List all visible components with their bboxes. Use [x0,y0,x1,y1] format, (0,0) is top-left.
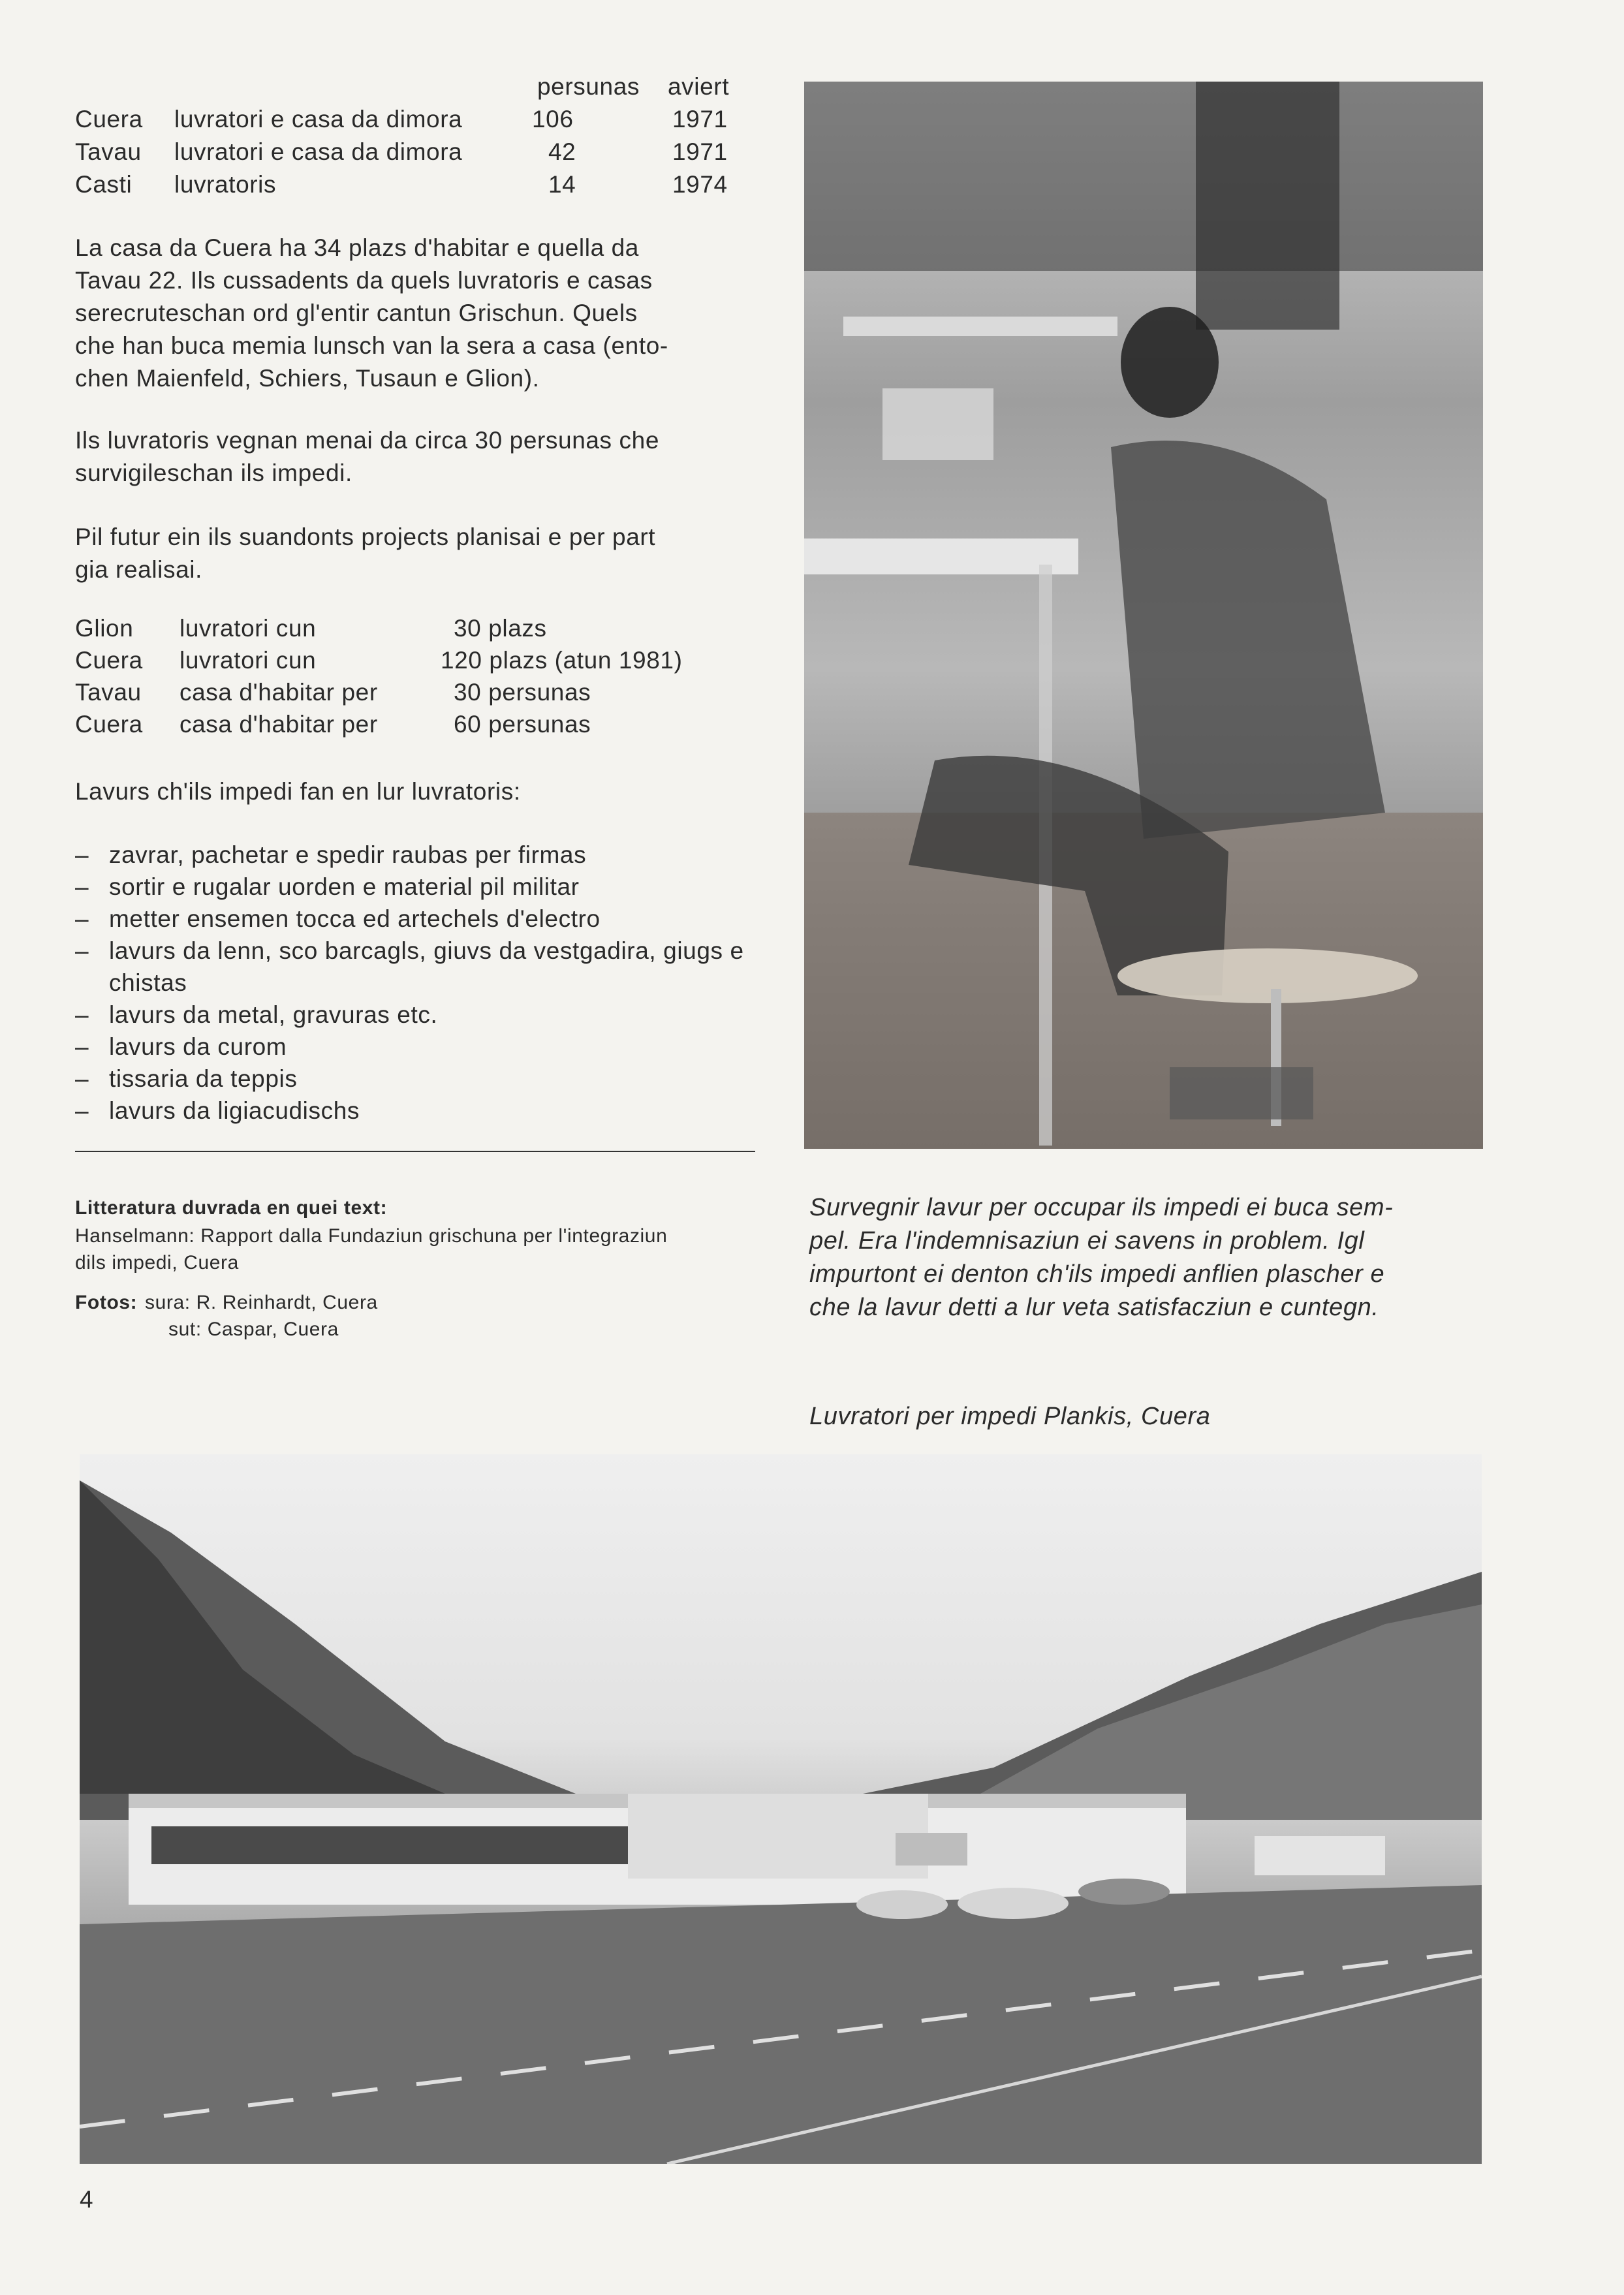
stats-persons: 106 [532,106,574,133]
plans-type: casa d'habitar per [180,679,378,706]
list-item: – metter ensemen tocca ed artechels d'electro [75,903,767,935]
text-line: Tavau 22. Ils cussadents da quels luvratoris e casas [75,267,653,294]
list-item: – lavurs da metal, gravuras etc. [75,999,767,1031]
workshop-photo [804,82,1483,1149]
list-item: – tissaria da teppis [75,1063,767,1095]
list-item: – lavurs da curom [75,1031,767,1063]
text-line: dils impedi, Cuera [75,1252,239,1273]
text-line: pel. Era l'indemnisaziun ei savens in problem. Igl [809,1227,1365,1255]
header-persons: persunas [537,73,640,100]
stats-persons: 14 [548,171,576,198]
text-line: che han buca memia lunsch van la sera a casa (ento- [75,332,668,359]
header-opened: aviert [668,73,730,100]
list-item: – lavurs da lenn, sco barcagls, giuvs da vestgadira, giugs e chistas [75,935,767,999]
photo-credit-upper: sura: R. Reinhardt, Cuera [145,1292,378,1313]
stats-type: luvratoris [174,171,277,198]
building-caption: Luvratori per impedi Plankis, Cuera [809,1403,1211,1430]
plans-type: casa d'habitar per [180,711,378,738]
plans-place: Glion [75,615,134,642]
stats-place: Tavau [75,138,142,165]
plans-place: Tavau [75,679,142,706]
workshop-photo-drawing [804,82,1483,1149]
workshop-caption [809,1191,1488,1324]
plans-place: Cuera [75,711,143,738]
stats-opened: 1971 [672,138,728,165]
text-line: Pil futur ein ils suandonts projects planisai e per part [75,523,656,550]
text-line: chen Maienfeld, Schiers, Tusaun e Glion). [75,365,540,392]
photo-credit-lower: sut: Caspar, Cuera [168,1319,339,1340]
stats-type: luvratori e casa da dimora [174,106,463,133]
photo-credits-label: Fotos: [75,1292,138,1313]
text-line: Survegnir lavur per occupar ils impedi ei buca sem- [809,1194,1394,1221]
stats-opened: 1974 [672,171,728,198]
text-line: La casa da Cuera ha 34 plazs d'habitar e quella da [75,234,639,261]
text-line: serecruteschan ord gl'entir cantun Grischun. Quels [75,300,638,326]
page-number: 4 [80,2186,94,2213]
plans-capacity: 30 persunas [454,679,591,706]
building-photo [80,1454,1482,2164]
stats-persons: 42 [548,138,576,165]
work-list [75,839,767,1127]
text-line: survigileschan ils impedi. [75,460,352,486]
stats-type: luvratori e casa da dimora [174,138,463,165]
literature-text [75,1223,780,1276]
plans-capacity: 60 persunas [454,711,591,738]
literature-heading: Litteratura duvrada en quei text: [75,1197,388,1219]
text-line: gia realisai. [75,556,202,583]
text-line: Hanselmann: Rapport dalla Fundaziun grischuna per l'integraziun [75,1225,668,1247]
stats-opened: 1971 [672,106,728,133]
stats-place: Cuera [75,106,143,133]
list-item: – zavrar, pachetar e spedir raubas per firmas [75,839,767,871]
plans-place: Cuera [75,647,143,674]
paragraph-capacity [75,232,773,395]
list-item: – sortir e rugalar uorden e material pil militar [75,871,767,903]
plans-type: luvratori cun [180,647,317,674]
building-photo-drawing [80,1454,1482,2164]
text-line: che la lavur detti a lur veta satisfacziun e cuntegn. [809,1294,1379,1321]
plans-capacity: 30 plazs [454,615,547,642]
work-list-intro: Lavurs ch'ils impedi fan en lur luvratoris: [75,778,521,805]
plans-type: luvratori cun [180,615,317,642]
list-item: – lavurs da ligiacudischs [75,1095,767,1127]
divider-rule [75,1151,755,1152]
plans-capacity: 120 plazs (atun 1981) [441,647,683,674]
paragraph-staff [75,424,773,490]
text-line: Ils luvratoris vegnan menai da circa 30 persunas che [75,427,659,454]
text-line: impurtont ei denton ch'ils impedi anflien plascher e [809,1260,1385,1288]
stats-place: Casti [75,171,133,198]
paragraph-future [75,521,773,586]
